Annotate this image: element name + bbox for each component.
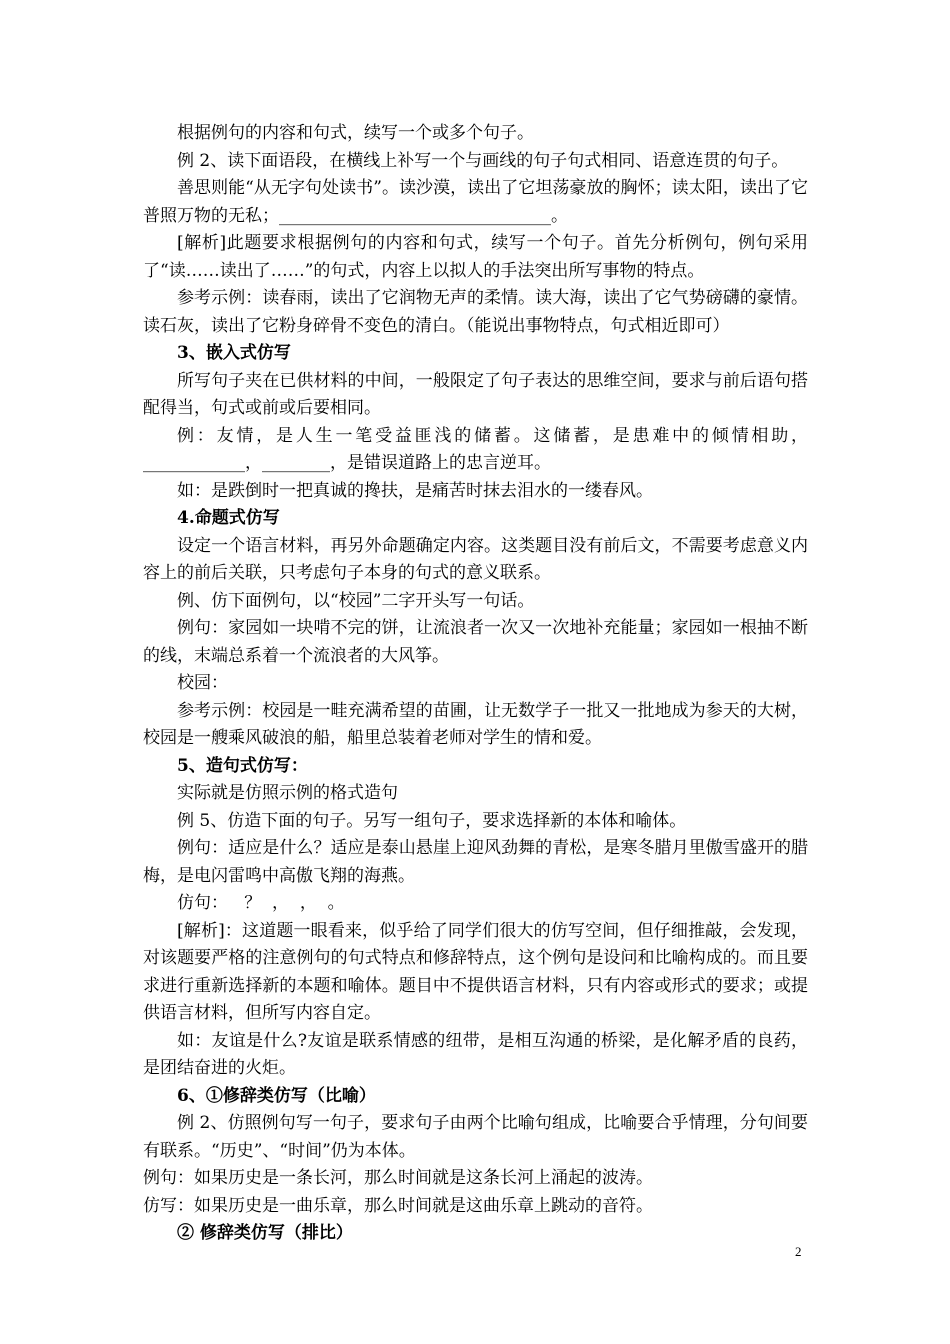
section-heading: 3、嵌入式仿写 (177, 343, 291, 363)
paragraph: 所写句子夹在已供材料的中间，一般限定了句子表达的思维空间，要求与前后语句搭配得当，句式或前或后要相同。 (143, 370, 808, 418)
paragraph: [解析]此题要求根据例句的内容和句式，续写一个句子。首先分析例句，例句采用了“读……读出了……”的句式，内容上以拟人的手法突出所写事物的特点。 (143, 233, 808, 281)
paragraph: 校园： (177, 673, 228, 693)
paragraph: 如：友谊是什么?友谊是联系情感的纽带，是相互沟通的桥梁，是化解矛盾的良药，是团结奋进的火炬。 (143, 1030, 808, 1078)
paragraph: 例 2、读下面语段，在横线上补写一个与画线的句子句式相同、语意连贯的句子。 (177, 150, 789, 171)
section-heading: ② 修辞类仿写（排比） (177, 1223, 353, 1243)
paragraph: 例 2、仿照例句写一句子，要求句子由两个比喻句组成，比喻要合乎情理，分句间要有联系。“历史”、“时间”仍为本体。 (143, 1113, 808, 1161)
paragraph: 实际就是仿照示例的格式造句 (177, 783, 398, 803)
paragraph: 例 5、仿造下面的句子。另写一组句子，要求选择新的本体和喻体。 (177, 810, 687, 831)
paragraph: 参考示例：读春雨，读出了它润物无声的柔情。读大海，读出了它气势磅礴的豪情。读石灰，读出了它粉身碎骨不变色的清白。（能说出事物特点，句式相近即可） (143, 288, 808, 336)
paragraph: 善思则能“从无字句处读书”。读沙漠，读出了它坦荡豪放的胸怀；读太阳，读出了它普照万物的无私；________________________________。 (143, 178, 808, 226)
section-heading: 5、造句式仿写： (177, 755, 308, 776)
paragraph: 设定一个语言材料，再另外命题确定内容。这类题目没有前后文，不需要考虑意义内容上的前后关联，只考虑句子本身的句式的意义联系。 (143, 535, 808, 583)
paragraph: 例句：家园如一块啃不完的饼，让流浪者一次又一次地补充能量；家园如一根抽不断的线，末端总系着一个流浪者的大风筝。 (143, 618, 808, 666)
paragraph: 例句：如果历史是一条长河，那么时间就是这条长河上涌起的波涛。 (143, 1168, 653, 1188)
paragraph: 例、仿下面例句，以“校园”二字开头写一句话。 (177, 590, 535, 611)
paragraph: 例句：适应是什么？适应是泰山悬崖上迎风劲舞的青松，是寒冬腊月里傲雪盛开的腊梅，是电闪雷鸣中高傲飞翔的海燕。 (143, 838, 808, 886)
paragraph: 如：是跌倒时一把真诚的搀扶，是痛苦时抹去泪水的一缕春风。 (177, 480, 653, 501)
document-body (143, 120, 808, 1248)
paragraph: 仿句： ？ ， ， 。 (177, 893, 345, 913)
section-heading: 4.命题式仿写 (177, 508, 280, 528)
paragraph: 参考示例：校园是一畦充满希望的苗圃，让无数学子一批又一批地成为参天的大树，校园是一艘乘风破浪的船，船里总装着老师对学生的情和爱。 (143, 700, 808, 748)
section-heading: 6、①修辞类仿写（比喻） (177, 1085, 376, 1106)
paragraph: 例：友情，是人生一笔受益匪浅的储蓄。这储蓄，是患难中的倾情相助，____________，________，是错误道路上的忠言逆耳。 (143, 425, 808, 473)
page-number: 2 (795, 1244, 802, 1259)
paragraph: 仿写：如果历史是一曲乐章，那么时间就是这曲乐章上跳动的音符。 (143, 1195, 653, 1216)
paragraph: 根据例句的内容和句式，续写一个或多个句子。 (177, 123, 534, 143)
paragraph: [解析]：这道题一眼看来，似乎给了同学们很大的仿写空间，但仔细推敲，会发现，对该题要严格的注意例句的句式特点和修辞特点，这个例句是设问和比喻构成的。而且要求进行重新选择新的本题和喻体。题目中不提供语言材料，只有内容或形式的要求；或提供语言材料，但所写内容自定。 (143, 920, 808, 1023)
